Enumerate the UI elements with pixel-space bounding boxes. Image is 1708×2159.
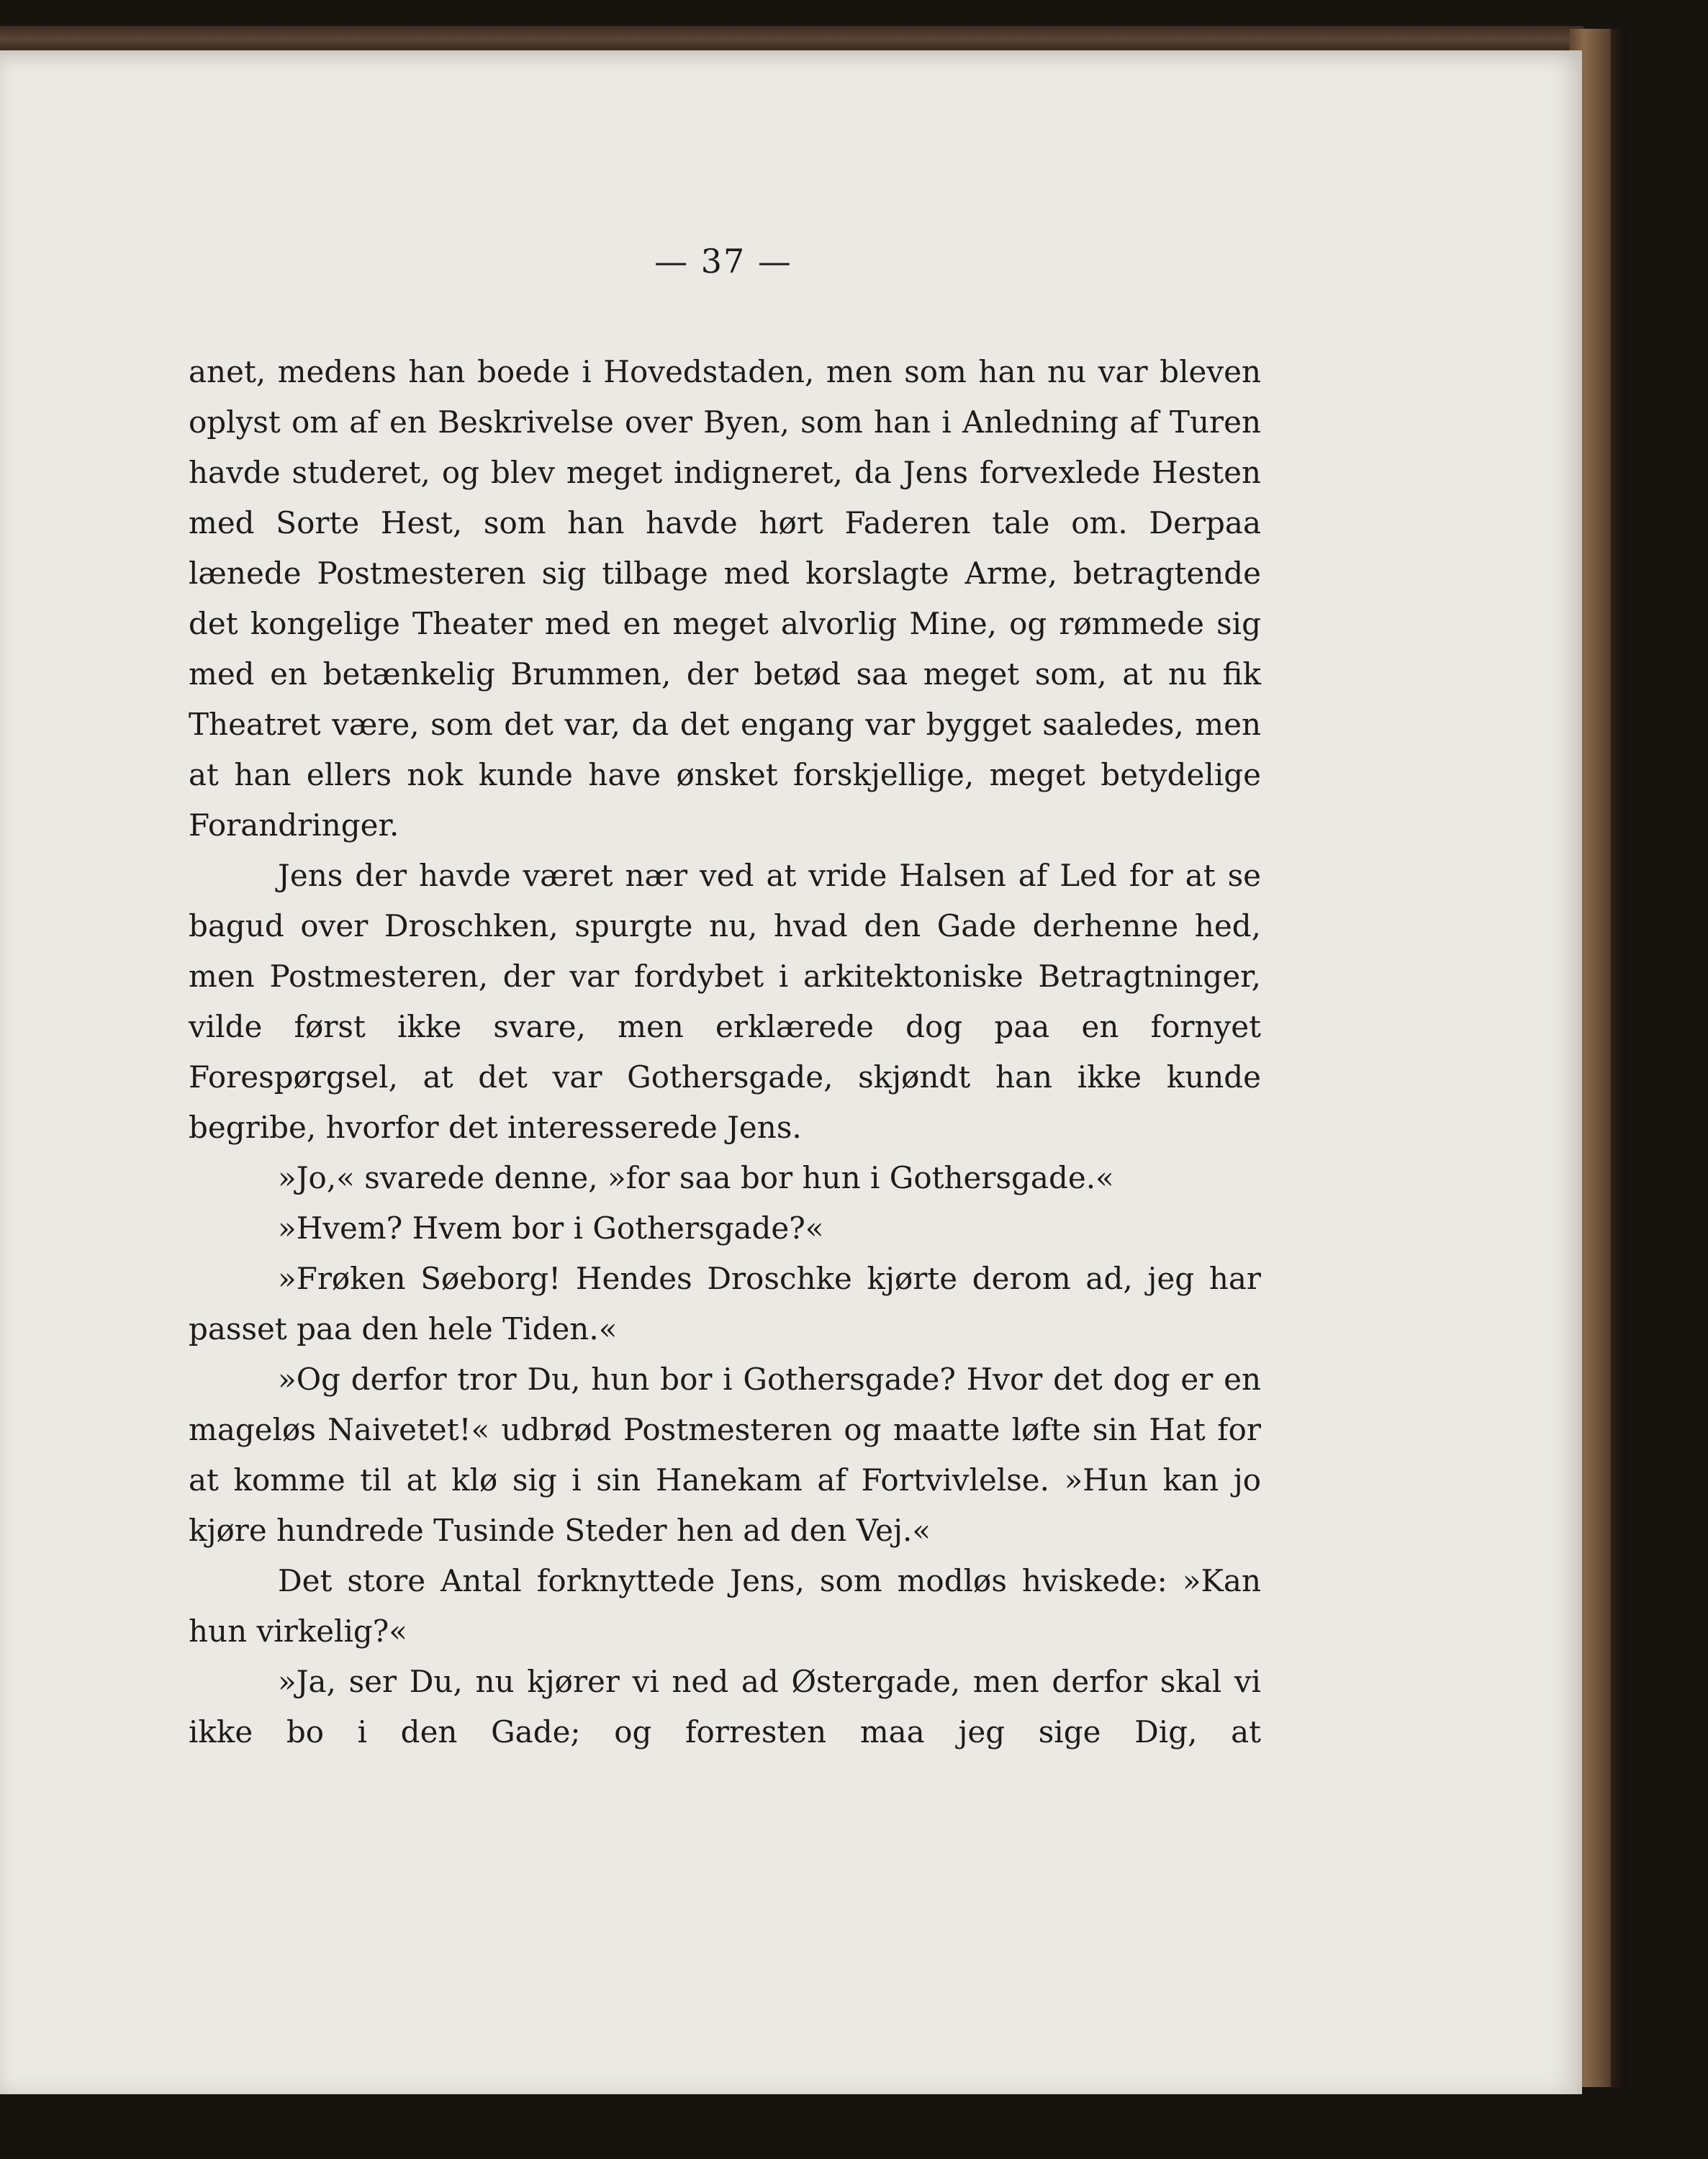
paragraph: anet, medens han boede i Hovedstaden, men som han nu var bleven oplyst om af en Beskrivelse over Byen, som han i Anledning af Turen havde studeret, og blev meget indigneret, da Jens forvexlede Hesten med Sorte Hest, som han havde hørt Faderen tale om. Derpaa lænede Postmesteren sig tilbage med korslagte Arme, betragtende det kongelige Theater med en meget alvorlig Mine, og rømmede sig med en betænkelig Brummen, der betød saa meget som, at nu fik Theatret være, som det var, da det engang var bygget saaledes, men at han ellers nok kunde have ønsket forskjellige, meget betydelige Forandringer. [189, 354, 1261, 843]
paragraph: »Frøken Søeborg! Hendes Droschke kjørte derom ad, jeg har passet paa den hele Tiden.« [189, 1261, 1261, 1346]
paragraph: »Og derfor tror Du, hun bor i Gothersgade? Hvor det dog er en mageløs Naivetet!« udbrød Postmesteren og maatte løfte sin Hat for at komme til at klø sig i sin Hanekam af Fortvivlelse. »Hun kan jo kjøre hundrede Tusinde Steder hen ad den Vej.« [189, 1362, 1261, 1548]
paragraph: Jens der havde været nær ved at vride Halsen af Led for at se bagud over Droschken, spurgte nu, hvad den Gade derhenne hed, men Postmesteren, der var fordybet i arkitektoniske Betragtninger, vilde først ikke svare, men erklærede dog paa en fornyet Forespørgsel, at det var Gothersgade, skjøndt han ikke kunde begribe, hvorfor det interesserede Jens. [189, 858, 1261, 1145]
page-number: — 37 — [654, 242, 792, 281]
book-cover-shadow [1611, 29, 1627, 2087]
page-sheet [0, 50, 1582, 2094]
paragraph: Det store Antal forknyttede Jens, som modløs hviskede: »Kan hun virkelig?« [189, 1563, 1261, 1649]
body-text [189, 347, 1261, 1757]
paragraph: »Jo,« svarede denne, »for saa bor hun i Gothersgade.« [278, 1160, 1114, 1195]
paragraph: »Ja, ser Du, nu kjører vi ned ad Østergade, men derfor skal vi ikke bo i den Gade; og forresten maa jeg sige Dig, at [189, 1664, 1261, 1750]
paragraph: »Hvem? Hvem bor i Gothersgade?« [278, 1210, 824, 1246]
